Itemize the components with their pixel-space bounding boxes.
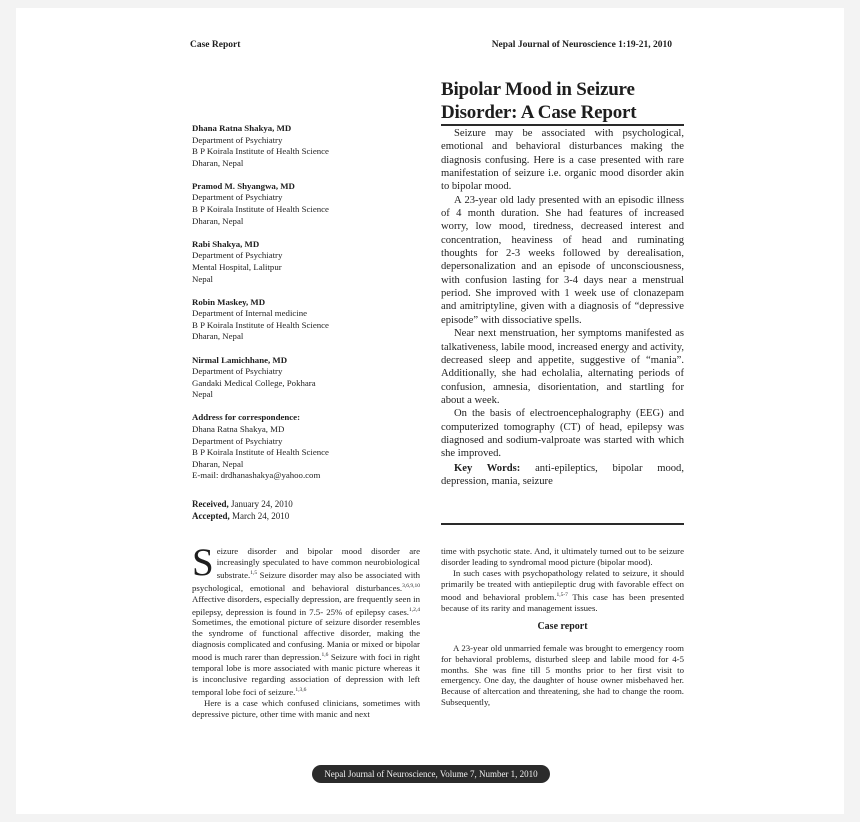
footer-journal-banner: Nepal Journal of Neuroscience, Volume 7, Number 1, 2010 bbox=[312, 765, 550, 783]
author-name: Rabi Shakya, MD bbox=[192, 238, 260, 249]
drop-cap: S bbox=[192, 541, 214, 584]
author-affiliation: Gandaki Medical College, Pokhara bbox=[192, 377, 316, 388]
author-block bbox=[192, 355, 422, 401]
correspondence-line: Department of Psychiatry bbox=[192, 435, 283, 446]
body-paragraph: time with psychotic state. And, it ultimately turned out to be seizure disorder leading to syndromal mood picture (bipolar mood). bbox=[441, 546, 684, 567]
correspondence-heading: Address for correspondence: bbox=[192, 412, 300, 423]
keywords-label: Key Words: bbox=[454, 462, 521, 474]
author-affiliation: Nepal bbox=[192, 389, 214, 400]
author-affiliation: Department of Psychiatry bbox=[192, 134, 283, 145]
abstract-paragraph: Near next menstruation, her symptoms manifested as talkativeness, labile mood, increased energy and activity, decreased sleep and appetite, suggestive of “mania”. Additionally, she had echolalia, alternating periods of confusion, amnesia, disorientation, and startling for about a week. bbox=[441, 328, 684, 406]
author-name: Robin Maskey, MD bbox=[192, 296, 266, 307]
author-affiliation: Dharan, Nepal bbox=[192, 331, 244, 342]
author-block bbox=[192, 239, 422, 285]
author-affiliation: Department of Psychiatry bbox=[192, 192, 283, 203]
author-name: Pramod M. Shyangwa, MD bbox=[192, 180, 295, 191]
keywords-list: anti-epileptics, bipolar mood, depression, mania, seizure bbox=[441, 462, 684, 487]
author-affiliation: Nepal bbox=[192, 273, 214, 284]
body-paragraph: A 23-year old unmarried female was brought to emergency room for behavioral problems, disturbed sleep and labile mood for 4-5 months. She was fine till 5 months prior to her first visit to emergency. One day, the daughter of house owner misbehaved her. Because of altercation and threatening, she had to change the room. Subsequently, bbox=[441, 642, 684, 708]
correspondence-line: Dhana Ratna Shakya, MD bbox=[192, 423, 285, 434]
author-list bbox=[192, 123, 422, 493]
author-affiliation: B P Koirala Institute of Health Science bbox=[192, 146, 329, 157]
author-affiliation: B P Koirala Institute of Health Science bbox=[192, 204, 329, 215]
body-paragraph: In such cases with psychopathology related to seizure, it should primarily be treated with antiepileptic drug with favorable effect on mood and behavioral problem.$^{1,5-7}$ This case has been presented because of its rarity and management issues. bbox=[441, 567, 684, 613]
body-paragraph: Here is a case which confused clinicians, sometimes with depressive picture, other time with manic and next bbox=[192, 698, 420, 719]
author-block bbox=[192, 123, 422, 169]
correspondence-block bbox=[192, 412, 422, 482]
article-title bbox=[441, 78, 691, 124]
correspondence-email: E-mail: drdhanashakya@yahoo.com bbox=[192, 470, 321, 481]
author-affiliation: B P Koirala Institute of Health Science bbox=[192, 319, 329, 330]
correspondence-line: B P Koirala Institute of Health Science bbox=[192, 447, 329, 458]
journal-page bbox=[16, 8, 844, 814]
abstract-paragraph: Seizure may be associated with psychological, emotional and behavioral disturbances making the diagnosis confusing. Here is a case presented with rare manifestation of seizure i.e. organic mood disorder akin to bipolar mood. bbox=[441, 128, 684, 193]
title-rule bbox=[441, 124, 684, 126]
header-journal-citation: Nepal Journal of Neuroscience 1:19-21, 2010 bbox=[491, 40, 672, 50]
body-column-left bbox=[192, 541, 420, 720]
section-heading-case-report: Case report bbox=[537, 620, 588, 632]
header-section-label: Case Report bbox=[190, 40, 241, 50]
keywords bbox=[441, 462, 684, 489]
author-affiliation: Department of Psychiatry bbox=[192, 366, 283, 377]
abstract bbox=[441, 127, 684, 488]
author-block bbox=[192, 181, 422, 227]
received-date: Received, January 24, 2010 bbox=[192, 499, 293, 509]
accepted-date: Accepted, March 24, 2010 bbox=[192, 511, 290, 521]
abstract-rule bbox=[441, 523, 684, 525]
author-name: Dhana Ratna Shakya, MD bbox=[192, 123, 292, 133]
title-line-2: Disorder: A Case Report bbox=[441, 102, 637, 123]
author-affiliation: Department of Psychiatry bbox=[192, 250, 283, 261]
abstract-paragraph: A 23-year old lady presented with an episodic illness of 4 month duration. She had features of increased worry, low mood, tiredness, decreased interest and concentration, heaviness of head and ruminating thoughts for 2-3 weeks followed by derealisation, depersonalization and an episode of unconsciousness, with confusion lasting for 3-4 days near a menstrual period. She improved with 1 week use of clonazepam and amitriptyline, given with a diagnosis of “depressive episode” with dissociative spells. bbox=[441, 194, 684, 326]
author-affiliation: Dharan, Nepal bbox=[192, 215, 244, 226]
body-column-right bbox=[441, 546, 684, 708]
abstract-paragraph: On the basis of electroencephalography (EEG) and computerized tomography (CT) of head, epilepsy was diagnosed and sodium-valproate was started with which she improved. bbox=[441, 408, 684, 460]
author-block bbox=[192, 297, 422, 343]
body-paragraph: Seizure disorder and bipolar mood disorder are increasingly speculated to have common neurobiological substrate.$^{1,5}$ Seizure disorder may also be associated with psychological, emotional and behavioral disturbances.$^{3,6,9,10}$ Affective disorders, especially depression, are frequently seen in epilepsy, depression is found in 7.5- 25% of epilepsy cases.$^{1,2,4}$ Sometimes, the emotional picture of seizure disorder resembles the syndrome of functional affective disorder, making the diagnosis complicated and confusing. Mania or mixed or bipolar mood is much rarer than depression.$^{1,6}$ Seizure with foci in right temporal lobe is more associated with manic picture whereas it is inconclusive regarding association of depression with left temporal lobe foci of seizure.$^{1,3,6}$ bbox=[192, 541, 420, 698]
correspondence-line: Dharan, Nepal bbox=[192, 458, 244, 469]
author-affiliation: Dharan, Nepal bbox=[192, 157, 244, 168]
author-affiliation: Department of Internal medicine bbox=[192, 308, 308, 319]
article-dates bbox=[192, 498, 422, 522]
title-line-1: Bipolar Mood in Seizure bbox=[441, 79, 635, 100]
author-name: Nirmal Lamichhane, MD bbox=[192, 354, 288, 365]
author-affiliation: Mental Hospital, Lalitpur bbox=[192, 261, 282, 272]
